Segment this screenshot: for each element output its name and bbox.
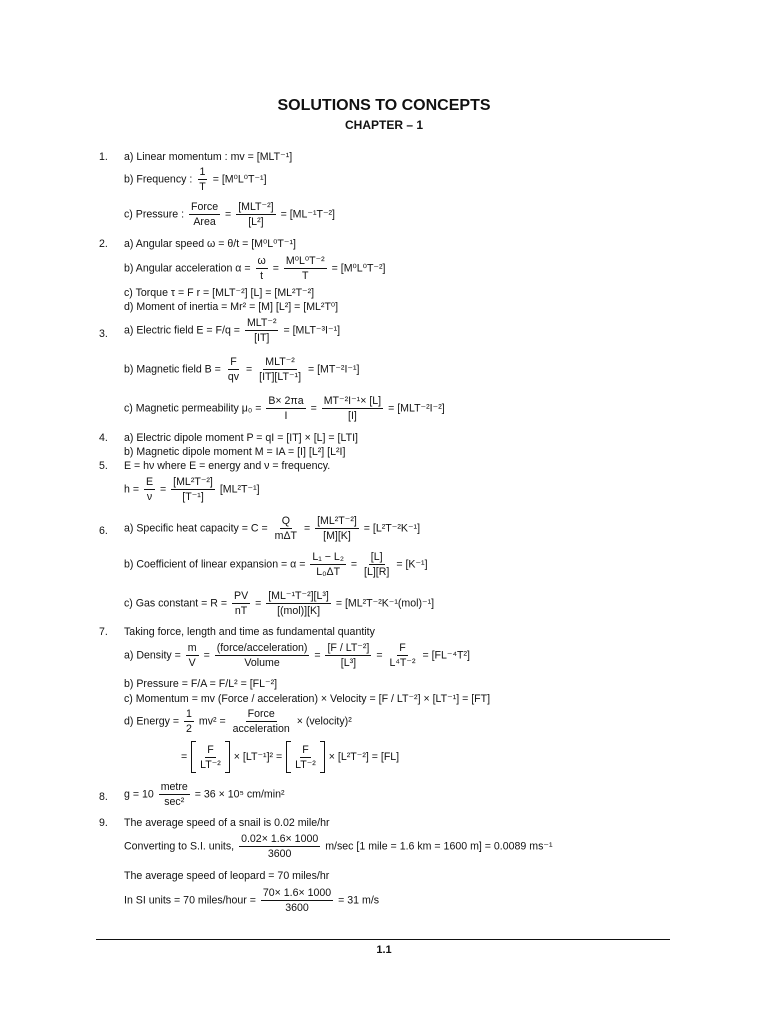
denominator: [IT] — [254, 332, 270, 344]
fraction — [239, 833, 320, 860]
fraction — [284, 255, 327, 282]
q2-b — [124, 255, 385, 282]
q2-d: d) Moment of inertia = Mr² = [M] [L²] = [ML²T⁰] — [124, 301, 339, 313]
equals: = — [272, 262, 279, 275]
equals: = — [350, 558, 358, 571]
q9-line2 — [124, 833, 553, 860]
equals: = — [310, 402, 317, 415]
numerator: metre — [160, 781, 188, 793]
numerator: MLT⁻² — [265, 356, 295, 368]
numerator: Q — [281, 515, 290, 527]
numerator: E — [145, 476, 154, 488]
denominator: [I] — [348, 410, 357, 422]
result: m/sec [1 mile = 1.6 km = 1600 m] = 0.0089 ms⁻¹ — [325, 840, 553, 853]
numerator: M⁰L⁰T⁻² — [285, 255, 325, 267]
page-title: SOLUTIONS TO CONCEPTS — [277, 97, 491, 114]
fraction — [266, 590, 331, 617]
left-bracket — [191, 741, 196, 773]
denominator: L⁴T⁻² — [389, 657, 416, 669]
numerator: F — [302, 743, 309, 756]
denominator: Area — [193, 216, 216, 228]
fraction — [257, 356, 303, 383]
fraction — [159, 781, 190, 808]
label: a) Specific heat capacity = C = — [124, 522, 268, 535]
q2-a: a) Angular speed ω = θ/t = [M⁰L⁰T⁻¹] — [124, 238, 296, 250]
denominator: 3600 — [285, 902, 309, 914]
fraction — [362, 551, 391, 578]
numerator: Force — [247, 708, 275, 720]
denominator: qv — [227, 371, 240, 383]
equals: = — [203, 649, 210, 662]
numerator: [MLT⁻²] — [238, 201, 274, 213]
question-number: 9. — [99, 817, 108, 829]
denominator: 2 — [186, 723, 192, 735]
fraction — [315, 515, 359, 542]
q7-intro: Taking force, length and time as fundamental quantity — [124, 626, 375, 638]
q1-a: a) Linear momentum : mv = [MLT⁻¹] — [124, 151, 293, 163]
question-number: 7. — [99, 626, 108, 638]
fraction — [189, 201, 220, 228]
fraction — [226, 356, 241, 383]
denominator: LT⁻² — [295, 758, 316, 771]
result: = [ML²T⁻²K⁻¹(mol)⁻¹] — [335, 597, 435, 610]
numerator: Force — [191, 201, 219, 213]
result: × [L²T⁻²] = [FL] — [328, 750, 400, 763]
denominator: ν — [146, 491, 153, 503]
denominator: T — [302, 270, 309, 282]
numerator: (force/acceleration) — [216, 642, 308, 654]
question-number: 5. — [99, 460, 108, 472]
label: Converting to S.I. units, — [124, 840, 235, 853]
right-bracket — [320, 741, 325, 773]
numerator: 0.02× 1.6× 1000 — [241, 833, 319, 845]
numerator: PV — [234, 590, 249, 602]
q5-h — [124, 476, 260, 503]
q9-line4 — [124, 887, 379, 914]
q2-c: c) Torque τ = F r = [MLT⁻²] [L] = [ML²T⁻²] — [124, 287, 315, 299]
label: b) Angular acceleration α = — [124, 262, 251, 275]
denominator: nT — [234, 605, 248, 617]
label: b) Magnetic field B = — [124, 363, 221, 376]
q7-c: c) Momentum = mv (Force / acceleration) × Velocity = [F / LT⁻²] × [LT⁻¹] = [FT] — [124, 693, 491, 705]
label: b) Frequency : — [124, 173, 193, 186]
fraction — [197, 166, 207, 193]
result: = [M⁰L⁰T⁻²] — [331, 262, 386, 275]
numerator: F — [399, 642, 406, 654]
fraction — [198, 744, 223, 771]
label: a) Density = — [124, 649, 181, 662]
q5-line: E = hν where E = energy and ν = frequency. — [124, 460, 331, 472]
q6-b — [124, 551, 428, 578]
question-number: 2. — [99, 238, 108, 250]
denominator: [IT][LT⁻¹] — [259, 371, 302, 383]
result: = [MLT⁻³I⁻¹] — [283, 324, 341, 337]
denominator: T — [199, 181, 206, 193]
bracket-group — [286, 741, 325, 773]
equals: = — [225, 208, 232, 221]
label: d) Energy = — [124, 715, 180, 728]
right-bracket — [225, 741, 230, 773]
denominator: V — [188, 657, 196, 669]
denominator: 3600 — [267, 848, 292, 860]
label: c) Pressure : — [124, 208, 185, 221]
numerator: F — [230, 356, 237, 368]
equals: = — [255, 597, 262, 610]
question-number: 1. — [99, 151, 108, 163]
fraction — [186, 642, 199, 669]
numerator: [ML²T⁻²] — [317, 515, 357, 527]
fraction — [144, 476, 155, 503]
fraction — [322, 395, 383, 422]
fraction — [184, 708, 194, 735]
result: [ML²T⁻¹] — [219, 483, 260, 496]
result: × (velocity)² — [296, 715, 352, 728]
q7-b: b) Pressure = F/A = F/L² = [FL⁻²] — [124, 678, 278, 690]
result: = [L²T⁻²K⁻¹] — [363, 522, 421, 535]
result: = [M⁰L⁰T⁻¹] — [212, 173, 267, 186]
q7-e — [181, 741, 399, 773]
fraction — [215, 642, 310, 669]
equals: = — [303, 522, 311, 535]
q3-a — [124, 317, 340, 344]
denominator: t — [260, 270, 264, 282]
result: = [MLT⁻²I⁻²] — [388, 402, 445, 415]
chapter-heading: CHAPTER – 1 — [344, 118, 424, 132]
label: c) Magnetic permeability μ₀ = — [124, 402, 262, 415]
denominator: L₀ΔT — [316, 566, 341, 578]
fraction — [245, 317, 279, 344]
numerator: [F / LT⁻²] — [327, 642, 370, 654]
fraction — [325, 642, 371, 669]
result: = 36 × 10⁵ cm/min² — [194, 788, 285, 801]
expression: × [LT⁻¹]² = — [233, 750, 283, 763]
result: = [MT⁻²I⁻¹] — [307, 363, 360, 376]
denominator: [M][K] — [323, 530, 351, 542]
fraction — [231, 708, 292, 735]
fraction — [273, 515, 299, 542]
denominator: LT⁻² — [200, 758, 221, 771]
equals: = — [181, 750, 188, 763]
fraction — [293, 744, 318, 771]
q9-line3: The average speed of leopard = 70 miles/hr — [124, 870, 330, 882]
numerator: [ML²T⁻²] — [173, 476, 213, 488]
denominator: [L³] — [340, 657, 357, 669]
numerator: MLT⁻² — [246, 317, 277, 329]
fraction — [261, 887, 333, 914]
numerator: L₁ − L₂ — [312, 551, 344, 563]
denominator: sec² — [164, 796, 185, 808]
label: g = 10 — [124, 788, 154, 801]
q7-d — [124, 708, 352, 735]
q6-c — [124, 590, 434, 617]
question-number: 6. — [99, 525, 108, 537]
equals: = — [314, 649, 321, 662]
q7-a — [124, 642, 470, 669]
q1-b — [124, 166, 267, 193]
denominator: acceleration — [232, 723, 290, 735]
expression: mv² = — [198, 715, 226, 728]
fraction — [387, 642, 417, 669]
fraction — [236, 201, 275, 228]
numerator: ω — [257, 255, 266, 267]
numerator: m — [187, 642, 197, 654]
equals: = — [376, 649, 383, 662]
numerator: 70× 1.6× 1000 — [262, 887, 332, 899]
denominator: [L][R] — [364, 566, 390, 578]
numerator: [ML⁻¹T⁻²][L³] — [268, 590, 329, 602]
q6-a — [124, 515, 420, 542]
question-number: 3. — [99, 328, 108, 340]
equals: = — [245, 363, 253, 376]
q8 — [124, 781, 285, 808]
fraction — [256, 255, 268, 282]
result: = [FL⁻⁴T²] — [422, 649, 470, 662]
fraction — [310, 551, 346, 578]
fraction — [171, 476, 215, 503]
denominator: [(mol)][K] — [277, 605, 321, 617]
label: In SI units = 70 miles/hour = — [124, 894, 256, 907]
denominator: [L²] — [248, 216, 264, 228]
denominator: Volume — [244, 657, 280, 669]
equals: = — [160, 483, 167, 496]
result: = [K⁻¹] — [396, 558, 428, 571]
question-number: 8. — [99, 791, 108, 803]
left-bracket — [286, 741, 291, 773]
q4-b: b) Magnetic dipole moment M = IA = [I] [L²] [L²I] — [124, 446, 346, 458]
label: h = — [124, 483, 140, 496]
q9-line1: The average speed of a snail is 0.02 mile/hr — [124, 817, 330, 829]
q3-c — [124, 395, 445, 422]
q1-c — [124, 201, 335, 228]
question-number: 4. — [99, 432, 108, 444]
label: c) Gas constant = R = — [124, 597, 228, 610]
denominator: [T⁻¹] — [182, 491, 204, 503]
denominator: mΔT — [274, 530, 298, 542]
page-number: 1.1 — [376, 944, 392, 956]
result: = [ML⁻¹T⁻²] — [280, 208, 336, 221]
q3-b — [124, 356, 359, 383]
denominator: I — [284, 410, 288, 422]
numerator: B× 2πa — [268, 395, 304, 407]
numerator: 1 — [186, 708, 192, 720]
numerator: MT⁻²I⁻¹× [L] — [323, 395, 382, 407]
fraction — [232, 590, 250, 617]
numerator: F — [207, 743, 214, 756]
fraction — [266, 395, 305, 422]
result: = 31 m/s — [338, 894, 380, 907]
numerator: 1 — [199, 166, 206, 178]
numerator: [L] — [370, 551, 383, 563]
bracket-group — [191, 741, 230, 773]
q4-a: a) Electric dipole moment P = qI = [IT] × [L] = [LTI] — [124, 432, 358, 444]
label: b) Coefficient of linear expansion = α = — [124, 558, 306, 571]
footer-divider — [96, 939, 670, 940]
label: a) Electric field E = F/q = — [124, 324, 240, 337]
